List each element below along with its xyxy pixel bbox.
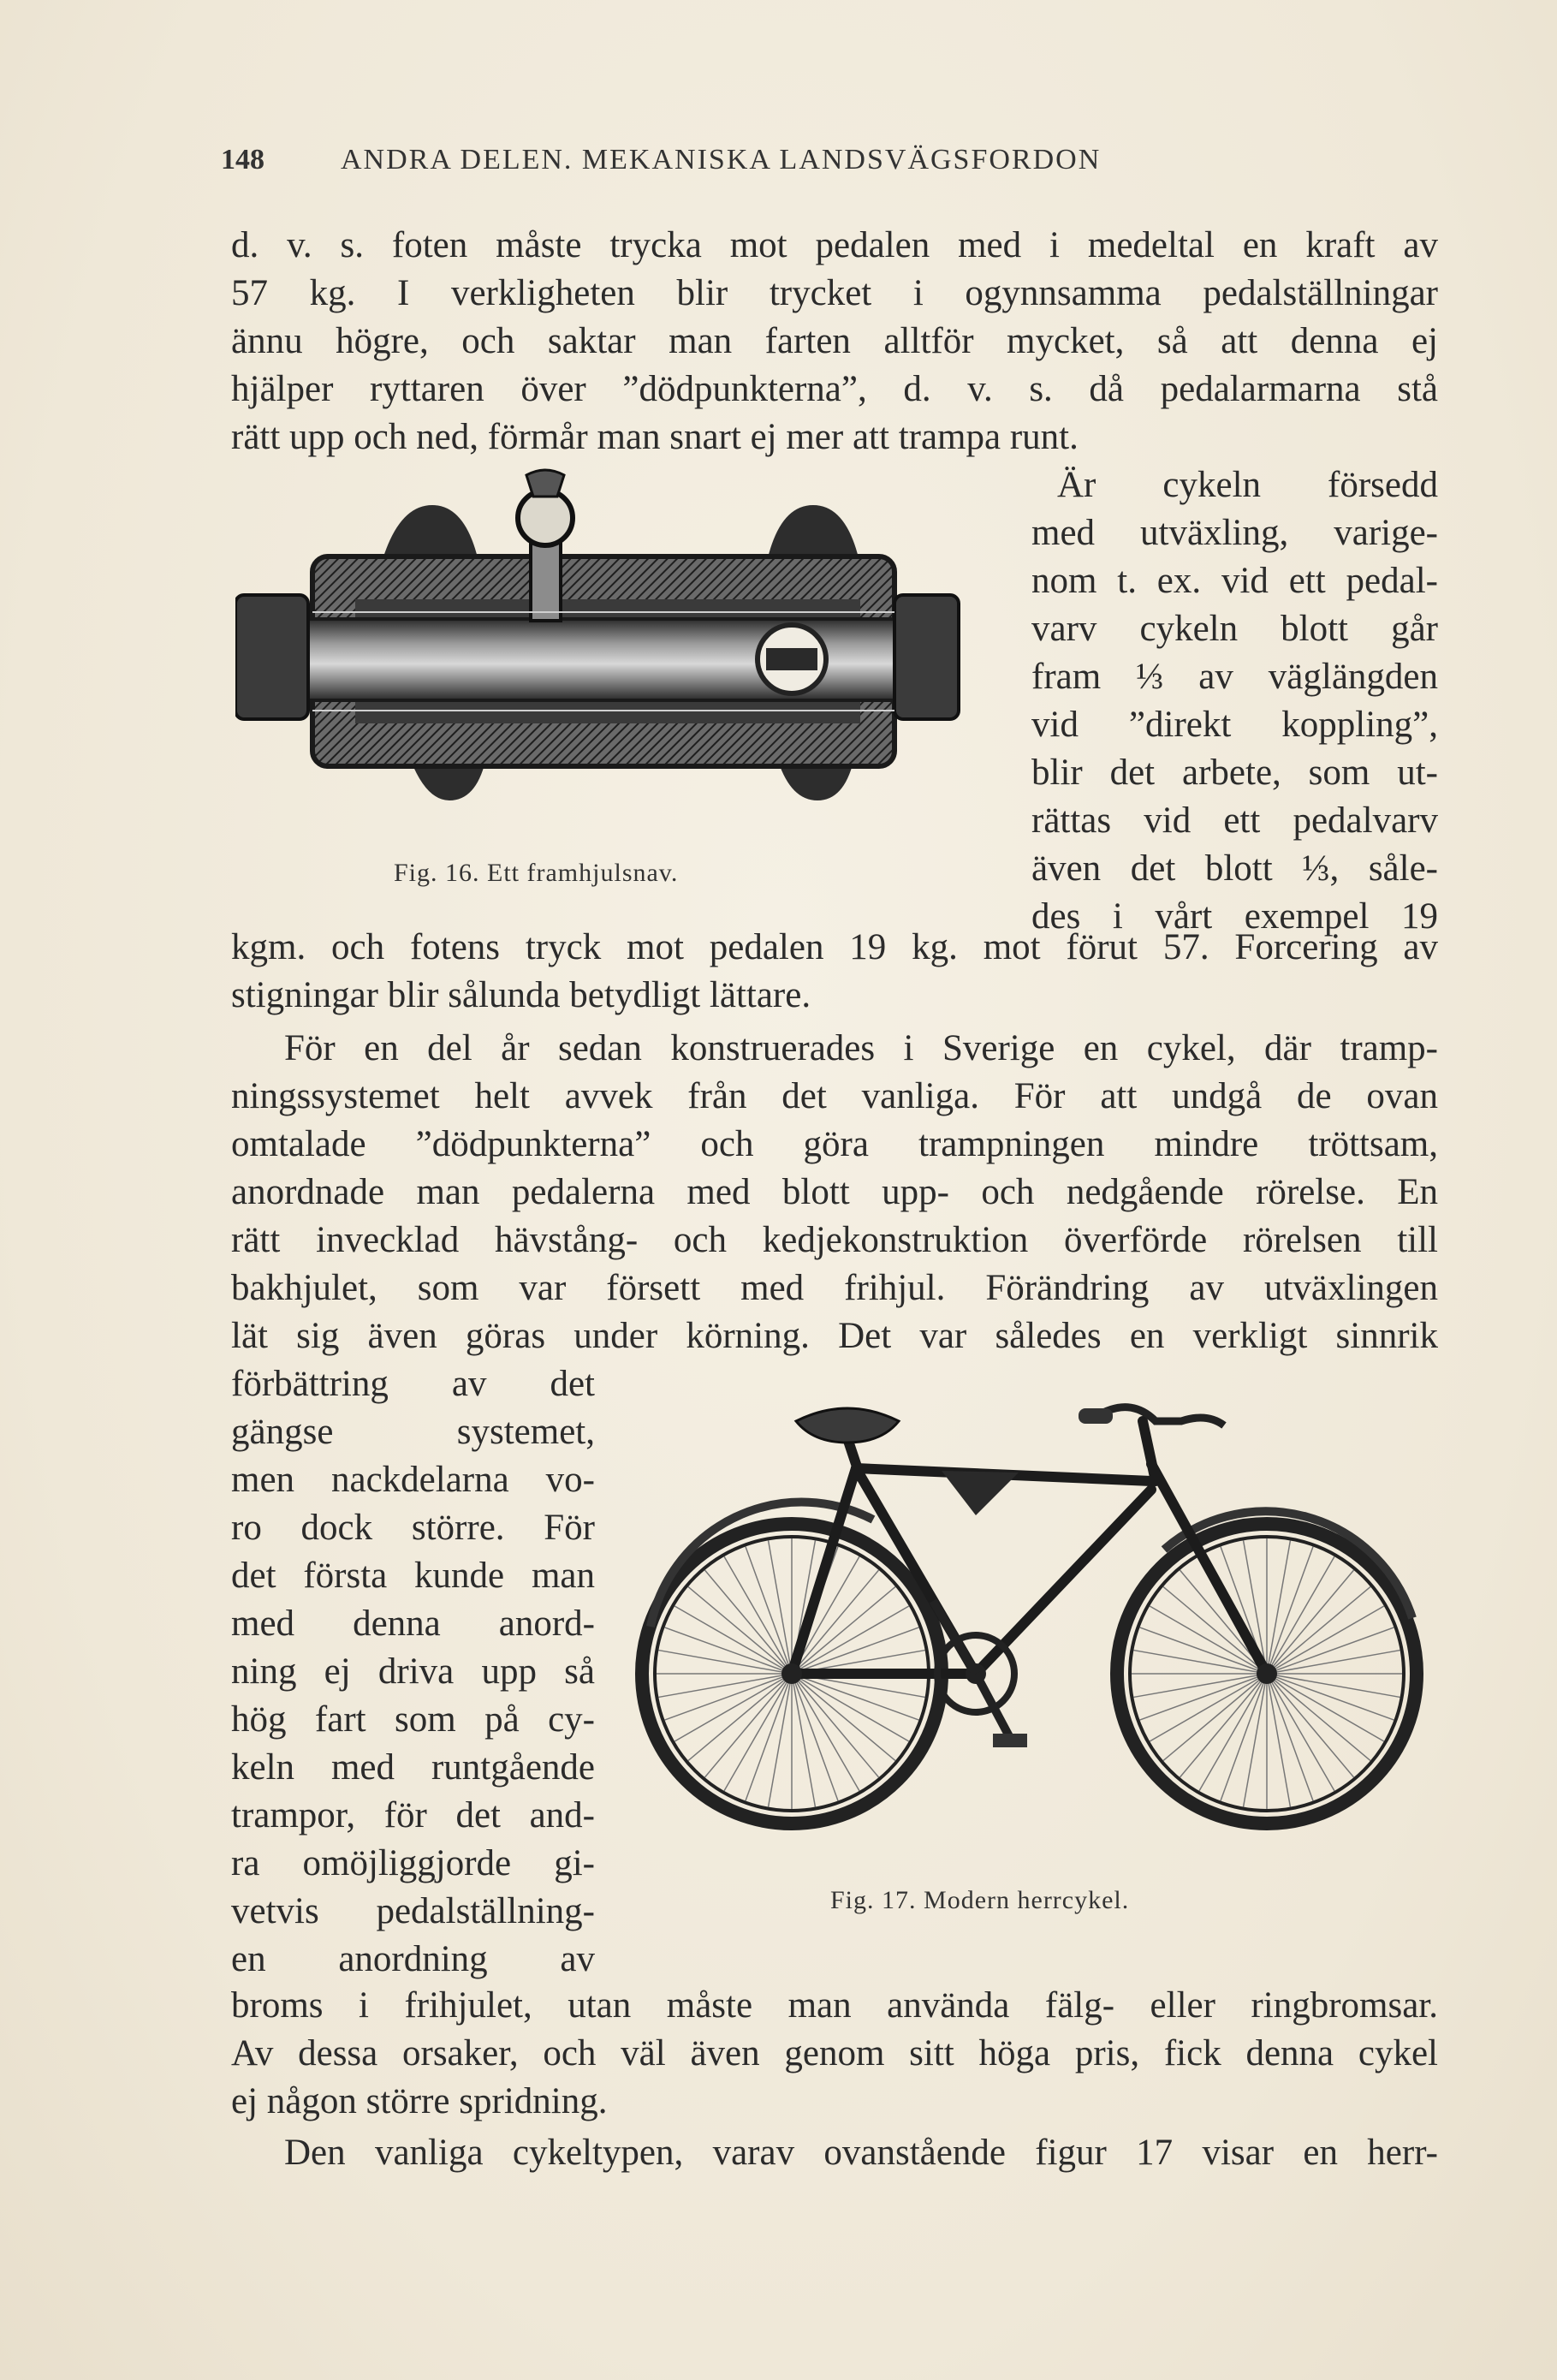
text-line: För en del år sedan konstruerades i Sverige en cykel, där tramp- bbox=[284, 1028, 1438, 1068]
text-line: ännu högre, och saktar man farten alltför mycket, så att denna ej bbox=[231, 321, 1438, 361]
text-line: kgm. och fotens tryck mot pedalen 19 kg. mot förut 57. Forcering av bbox=[231, 927, 1438, 967]
text-line: lät sig även göras under körning. Det var således en verkligt sinnrik bbox=[231, 1316, 1438, 1356]
text-line: nom t. ex. vid ett pedal- bbox=[1031, 561, 1438, 601]
text-line: keln med runtgående bbox=[231, 1747, 595, 1788]
text-line: vetvis pedalställning- bbox=[231, 1891, 595, 1931]
text-line: ej någon större spridning. bbox=[231, 2081, 608, 2121]
text-line: gängse systemet, bbox=[231, 1412, 595, 1452]
text-line: ra omöjliggjorde gi- bbox=[231, 1843, 595, 1883]
text-line: ro dock större. För bbox=[231, 1508, 595, 1548]
text-line: anordnade man pedalerna med blott upp- och nedgående rörelse. En bbox=[231, 1172, 1438, 1212]
text-line: Av dessa orsaker, och väl även genom sitt höga pris, fick denna cykel bbox=[231, 2033, 1438, 2074]
text-line: rätt invecklad hävstång- och kedjekonstruktion överförde rörelsen till bbox=[231, 1220, 1438, 1260]
text-line: Är cykeln försedd bbox=[1057, 465, 1438, 505]
text-line: trampor, för det and- bbox=[231, 1795, 595, 1836]
text-line: hög fart som på cy- bbox=[231, 1699, 595, 1740]
text-line: d. v. s. foten måste trycka mot pedalen med i medeltal en kraft av bbox=[231, 225, 1438, 265]
running-title: ANDRA DELEN. MEKANISKA LANDSVÄGSFORDON bbox=[341, 144, 1102, 176]
page-number: 148 bbox=[221, 144, 264, 176]
text-line: varv cykeln blott går bbox=[1031, 609, 1438, 649]
text-line: en anordning av bbox=[231, 1939, 595, 1979]
figure-17-caption: Fig. 17. Modern herrcykel. bbox=[830, 1886, 1130, 1914]
text-line: stigningar blir sålunda betydligt lättare. bbox=[231, 975, 811, 1015]
text-line: ning ej driva upp så bbox=[231, 1651, 595, 1692]
text-line: rättas vid ett pedalvarv bbox=[1031, 800, 1438, 841]
text-line: med utväxling, varige- bbox=[1031, 513, 1438, 553]
text-line: Den vanliga cykeltypen, varav ovanstående figur 17 visar en herr- bbox=[284, 2133, 1438, 2173]
text-line: des i vårt exempel 19 bbox=[1031, 896, 1438, 937]
text-line: även det blott ⅓, såle- bbox=[1031, 848, 1438, 889]
text-line: bakhjulet, som var försett med frihjul. Förändring av utväxlingen bbox=[231, 1268, 1438, 1308]
text-line: ningssystemet helt avvek från det vanliga. För att undgå de ovan bbox=[231, 1076, 1438, 1116]
text-line: rätt upp och ned, förmår man snart ej mer att trampa runt. bbox=[231, 417, 1079, 457]
text-line: förbättring av det bbox=[231, 1364, 595, 1404]
text-line: 57 kg. I verkligheten blir trycket i ogynnsamma pedalställningar bbox=[231, 273, 1438, 313]
page-header bbox=[221, 144, 1299, 176]
text-line: broms i frihjulet, utan måste man använda fälg- eller ringbromsar. bbox=[231, 1985, 1438, 2026]
text-line: blir det arbete, som ut- bbox=[1031, 753, 1438, 793]
text-line: men nackdelarna vo- bbox=[231, 1460, 595, 1500]
text-line: vid ”direkt koppling”, bbox=[1031, 705, 1438, 745]
text-line: med denna anord- bbox=[231, 1604, 595, 1644]
text-line: det första kunde man bbox=[231, 1556, 595, 1596]
text-line: hjälper ryttaren över ”dödpunkterna”, d. v. s. då pedalarmarna stå bbox=[231, 369, 1438, 409]
figure-16-caption: Fig. 16. Ett framhjulsnav. bbox=[394, 859, 679, 887]
figure-front-hub bbox=[235, 467, 963, 852]
text-line: fram ⅓ av väglängden bbox=[1031, 657, 1438, 697]
text-line: omtalade ”dödpunkterna” och göra trampningen mindre tröttsam, bbox=[231, 1124, 1438, 1164]
figure-mens-bicycle bbox=[616, 1370, 1438, 1866]
